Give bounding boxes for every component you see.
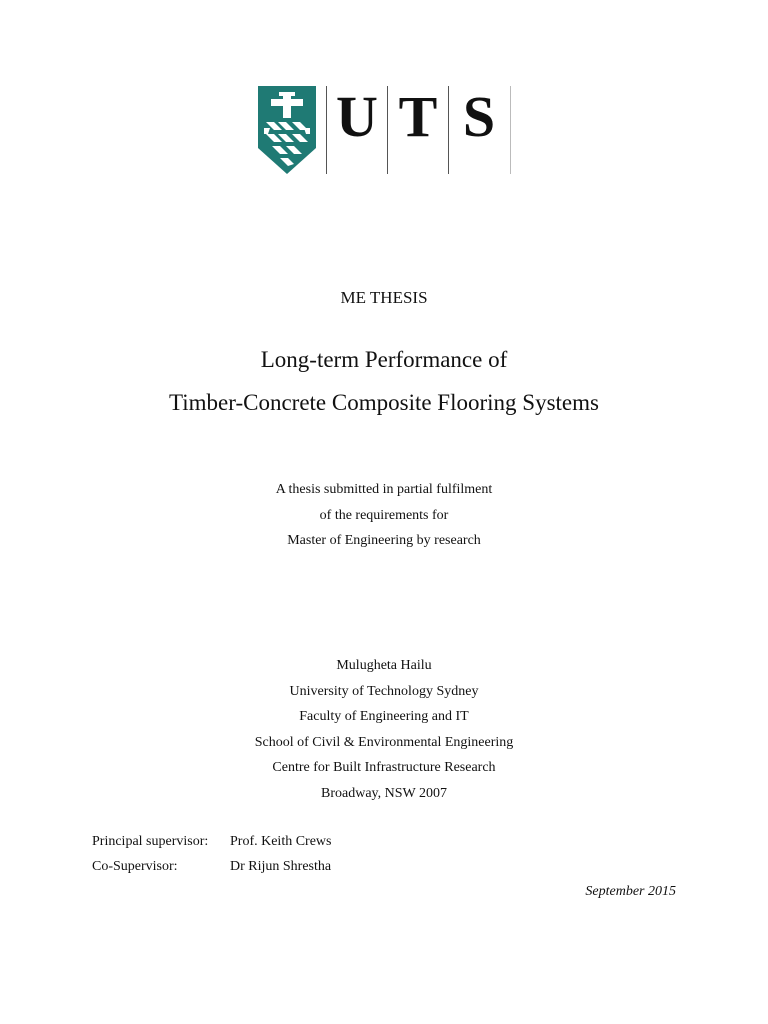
logo-divider [448, 86, 449, 174]
thesis-title-line-1: Long-term Performance of [260, 347, 508, 372]
address: Broadway, NSW 2007 [321, 786, 447, 801]
supervisor-row [92, 834, 332, 850]
submission-date: September 2015 [585, 884, 676, 899]
logo-letter: S [462, 84, 496, 149]
logo-divider [387, 86, 388, 174]
supervisor-label: Co-Supervisor: [92, 859, 178, 874]
logo-divider [326, 86, 327, 174]
submission-line: A thesis submitted in partial fulfilment [275, 482, 493, 497]
supervisor-row [92, 859, 331, 875]
author-name: Mulugheta Hailu [336, 658, 432, 673]
logo-letter: T [398, 84, 438, 149]
submission-line: Master of Engineering by research [287, 533, 481, 548]
uts-shield-icon [258, 86, 316, 174]
school: School of Civil & Environmental Engineering [254, 735, 514, 750]
supervisor-name: Prof. Keith Crews [230, 834, 332, 849]
thesis-title-line-2: Timber-Concrete Composite Flooring Systems [169, 390, 599, 415]
submission-line: of the requirements for [319, 508, 449, 523]
thesis-type: ME THESIS [340, 288, 428, 307]
university: University of Technology Sydney [289, 684, 479, 699]
faculty: Faculty of Engineering and IT [299, 709, 469, 724]
research-centre: Centre for Built Infrastructure Research [272, 760, 496, 775]
logo-letter: U [336, 84, 378, 149]
supervisor-name: Dr Rijun Shrestha [230, 859, 332, 874]
supervisor-label: Principal supervisor: [92, 834, 209, 849]
logo-divider [510, 86, 511, 174]
uts-logo [258, 86, 514, 174]
